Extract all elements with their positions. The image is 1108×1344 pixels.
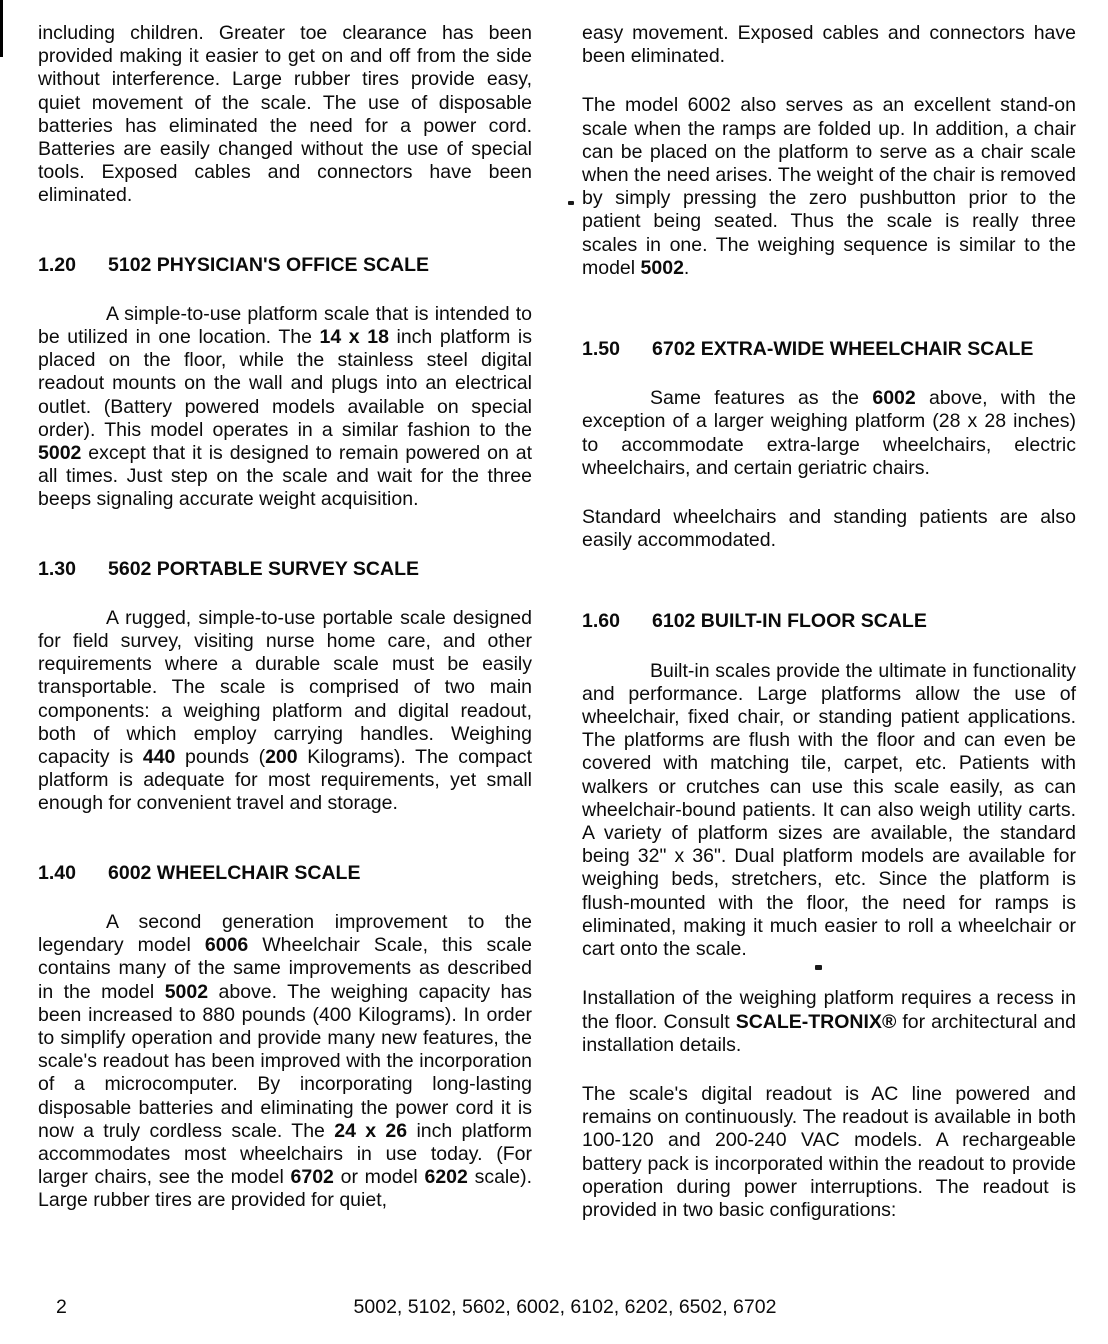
body-text: .: [683, 256, 690, 279]
section-title: 6702 EXTRA-WIDE WHEELCHAIR SCALE: [652, 338, 1034, 361]
section-number: 1.20: [38, 253, 76, 276]
body-text: for architectural and installation details.: [582, 1010, 1076, 1056]
section-number: 1.40: [38, 861, 76, 884]
paragraph: [38, 22, 532, 208]
page-number: 2: [56, 1296, 67, 1318]
section-heading-1-40: [38, 862, 532, 885]
paragraph: [582, 22, 1076, 68]
bold-model-number: 6202: [424, 1166, 468, 1189]
section-title: 6102 BUILT-IN FLOOR SCALE: [652, 610, 927, 633]
body-text: easy movement. Exposed cables and connectors have been eliminated.: [582, 22, 1076, 68]
body-text: Kilograms). The compact platform is adequate for most requirements, yet small enough for convenient travel and storage.: [38, 746, 532, 815]
right-column: [582, 22, 1076, 1248]
scan-artifact-line: [0, 0, 3, 57]
section-number: 1.60: [582, 610, 620, 633]
two-column-layout: [38, 22, 1076, 1248]
paragraph: [582, 987, 1076, 1057]
paragraph: [38, 911, 532, 1213]
paragraph: [582, 1083, 1076, 1222]
body-text: A rugged, simple-to-use portable scale designed for field survey, visiting nurse home care, and other requirements where a durable scale must be easily transportable. The scale is comprised of two main components: a weighing platform and digital readout, both of which employ carrying handles. Weighing capacity is: [38, 606, 532, 769]
bold-model-number: 200: [265, 746, 298, 769]
body-text: A simple-to-use platform scale that is intended to be utilized in one location. The: [38, 302, 532, 349]
body-text: or model: [333, 1166, 425, 1189]
body-text: The scale's digital readout is AC line powered and remains on continuously. The readout is available in both 100-120 and 200-240 VAC models. A rechargeable battery pack is incorporated within the readout to provide operation during power interruptions. The readout is provided in two basic configurations:: [582, 1082, 1076, 1221]
footer-model-list: 5002, 5102, 5602, 6002, 6102, 6202, 6502, 6702: [353, 1296, 777, 1318]
body-text: A second generation improvement to the legendary model: [38, 910, 532, 957]
section-title: 5602 PORTABLE SURVEY SCALE: [108, 557, 420, 580]
body-text: Built-in scales provide the ultimate in functionality and performance. Large platforms allow the use of wheelchair, fixed chair, or standing patient applications. The platforms are flush with the floor and can even be covered with matching tile, carpet, etc. Patients with walkers or crutches can use this scale easily, as can wheelchair-bound patients. It can also weigh utility carts. A variety of platform sizes are available, the standard being 32" x 36". Dual platform models are available for weighing beds, stretchers, etc. Since the platform is flush-mounted with the floor, the need for ramps is eliminated, making it much easier to roll a wheelchair or cart onto the scale.: [582, 659, 1076, 961]
bold-model-number: 440: [142, 746, 176, 769]
body-text: except that it is designed to remain powered on at all times. Just step on the scale and wait for the three beeps signaling accurate weight acquisition.: [38, 442, 532, 511]
section-title: 6002 WHEELCHAIR SCALE: [108, 861, 361, 884]
body-text: Standard wheelchairs and standing patients are also easily accommodated.: [582, 506, 1076, 552]
bold-model-number: 24 x 26: [334, 1119, 408, 1142]
bold-model-number: 5002: [38, 442, 82, 465]
paragraph: [38, 607, 532, 816]
bold-model-number: 6002: [872, 387, 916, 410]
bold-model-number: 6006: [204, 934, 249, 957]
paragraph: [582, 506, 1076, 552]
section-heading-1-50: [582, 338, 1076, 361]
section-heading-1-20: [38, 254, 532, 277]
paragraph: [38, 303, 532, 512]
section-title: 5102 PHYSICIAN'S OFFICE SCALE: [108, 253, 430, 276]
left-column: [38, 22, 532, 1248]
body-text: Same features as the: [650, 387, 873, 410]
body-text: The model 6002 also serves as an excellent stand-on scale when the ramps are folded up. In addition, a chair can be placed on the platform to serve as a chair scale when the need arises. The weight of the chair is removed by simply pressing the zero pushbutton prior to the patient being seated. Thus the scale is really three scales in one. The weighing sequence is similar to the model: [582, 94, 1076, 279]
paragraph: [582, 660, 1076, 962]
bold-model-number: 5002: [164, 980, 209, 1003]
paragraph: [582, 94, 1076, 280]
page-footer: [0, 1296, 1108, 1324]
body-text: Installation of the weighing platform requires a recess in the floor. Consult: [582, 987, 1076, 1033]
body-text: scale). Large rubber tires are provided for quiet,: [38, 1166, 533, 1212]
body-text: including children. Greater toe clearance has been provided making it easier to get on and off from the side without interference. Large rubber tires provide easy, quiet movement of the scale. The use of disposable batteries has eliminated the need for a power cord. Batteries are easily changed without the use of special tools. Exposed cables and connectors have been eliminated.: [38, 22, 532, 207]
paragraph: [582, 387, 1076, 480]
bold-model-number: SCALE-TRONIX®: [735, 1010, 897, 1033]
bold-model-number: 6702: [290, 1166, 334, 1189]
section-number: 1.50: [582, 338, 620, 361]
body-text: inch platform is placed on the floor, while the stainless steel digital readout mounts on the wall and plugs into an electrical outlet. (Battery powered models available on special order). This model operates in a similar fashion to the: [38, 326, 532, 441]
section-heading-1-30: [38, 558, 532, 581]
body-text: above. The weighing capacity has been increased to 880 pounds (400 Kilograms). In order to simplify operation and provide many new features, the scale's readout has been improved with the incorporation of a microcomputer. By incorporating long-lasting disposable batteries and eliminating the power cord it is now a truly cordless scale. The: [38, 980, 532, 1142]
body-text: Wheelchair Scale, this scale contains many of the same improvements as described in the model: [38, 934, 532, 1003]
bold-model-number: 14 x 18: [319, 326, 389, 349]
body-text: pounds (: [175, 746, 266, 769]
section-number: 1.30: [38, 557, 76, 580]
body-text: above, with the exception of a larger weighing platform (28 x 28 inches) to accommodate extra-large wheelchairs, electric wheelchairs, and certain geriatric chairs.: [582, 387, 1076, 479]
section-heading-1-60: [582, 610, 1076, 633]
body-text: inch platform accommodates most wheelchairs in use today. (For larger chairs, see the model: [38, 1119, 532, 1189]
bold-model-number: 5002: [640, 256, 684, 279]
